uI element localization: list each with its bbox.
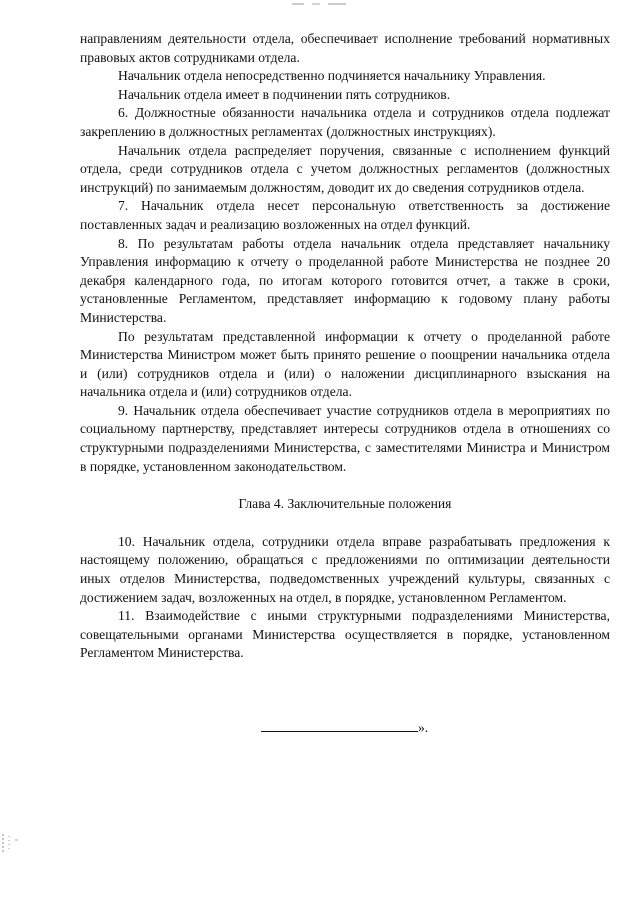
paragraph-item-7: 7. Начальник отдела несет персональную ответственность за достижение поставленных задач и реализацию возложенных на отдел функций. — [80, 198, 610, 232]
paragraph-continuation: направлениям деятельности отдела, обеспечивает исполнение требований нормативных правовых актов сотрудниками отдела. — [80, 31, 610, 65]
paragraph-item-6: 6. Должностные обязанности начальника отдела и сотрудников отдела подлежат закреплению в должностных регламентах (должностных инструкциях). — [80, 105, 610, 139]
paragraph-item-10: 10. Начальник отдела, сотрудники отдела вправе разрабатывать предложения к настоящему положению, обращаться с предложениями по оптимизации деятельности иных отделов Министерства, подведомственных учреждений культуры, связанных с достижением задач, возложенных на отдел, в порядке, установленном Регламентом. — [80, 533, 610, 605]
scan-artifact-top — [290, 2, 350, 6]
paragraph-staff-count: Начальник отдела имеет в подчинении пять сотрудников. — [118, 86, 451, 102]
paragraph-item-11: 11. Взаимодействие с иными структурными подразделениями Министерства, совещательными органами Министерства осуществляется в порядке, установленном Регламентом Министерства. — [80, 608, 610, 661]
paragraph-item-9: 9. Начальник отдела обеспечивает участие сотрудников отдела в мероприятиях по социальному партнерству, представляет интересы сотрудников отдела в отношениях со структурными подразделениями Министерства, с заместителями Министра и Министром в порядке, установленном законодательством. — [80, 402, 610, 474]
closing-quote-mark: ». — [418, 720, 429, 735]
document-page — [80, 30, 610, 663]
scan-artifact-left — [0, 830, 24, 856]
paragraph-item-8: 8. По результатам работы отдела начальник отдела представляет начальнику Управления информацию к отчету о проделанной работе Министерства не позднее 20 декабря календарного года, по итогам которого готовится отчет, а также в сроки, установленные Регламентом, представляет информацию к годовому плану работы Министерства. — [80, 235, 610, 325]
paragraph-report-decision: По результатам представленной информации к отчету о проделанной работе Министерства Министром может быть принято решение о поощрении начальника отдела и (или) сотрудников отдела и (или) о наложении дисциплинарного взыскания на начальника отдела и (или) сотрудников отдела. — [80, 328, 610, 400]
paragraph-subordination: Начальник отдела непосредственно подчиняется начальнику Управления. — [118, 68, 546, 84]
chapter-heading: Глава 4. Заключительные положения — [238, 496, 452, 512]
paragraph-task-distribution: Начальник отдела распределяет поручения, связанные с исполнением функций отдела, среди сотрудников отдела с учетом должностных регламентов (должностных инструкций) по занимаемым должностям, доводит их до сведения сотрудников отдела. — [80, 142, 610, 195]
signature-line — [261, 731, 418, 732]
